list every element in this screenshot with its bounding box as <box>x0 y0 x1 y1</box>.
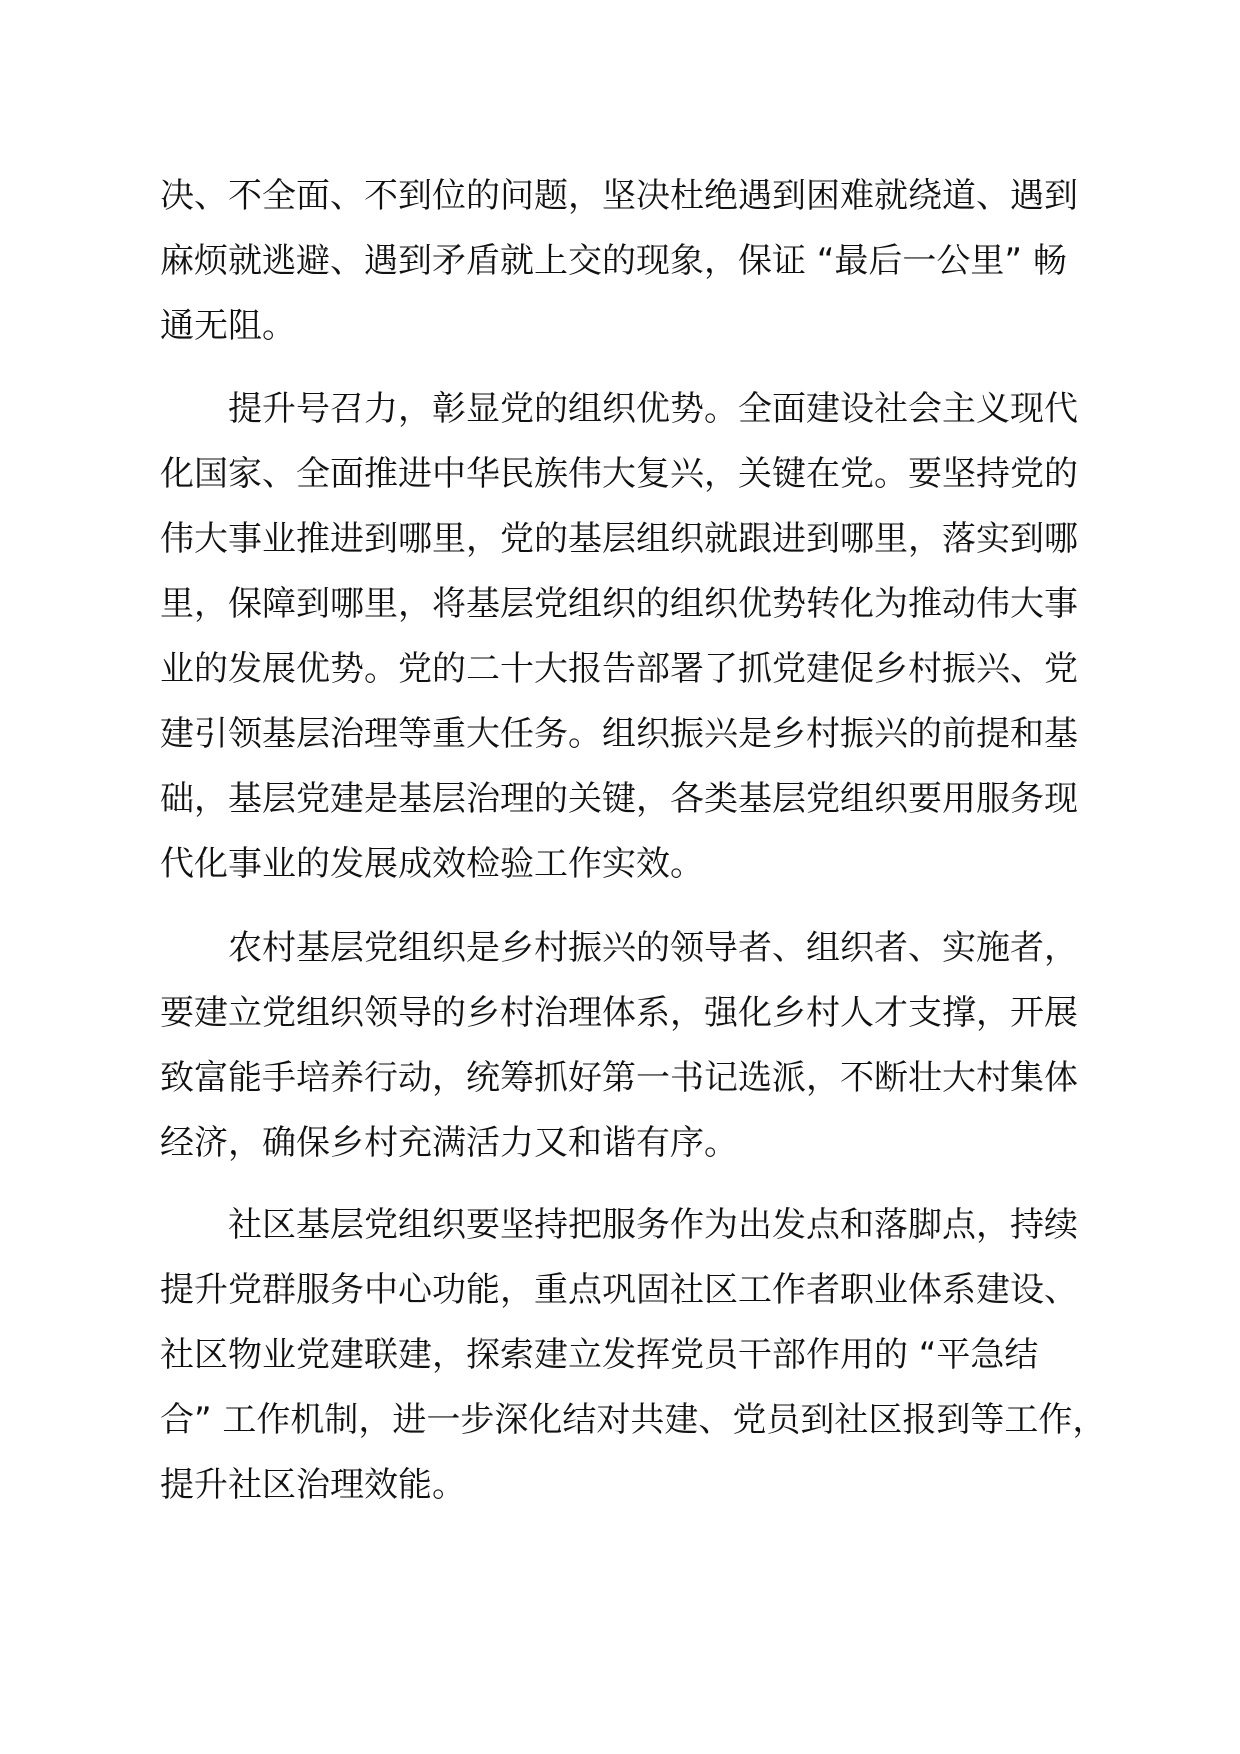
text-line: 业的发展优势。党的二十大报告部署了抓党建促乡村振兴、党 <box>160 649 1078 689</box>
text-line: 致富能手培养行动，统筹抓好第一书记选派，不断壮大村集体 <box>160 1058 1078 1098</box>
text-line: 通无阻。 <box>160 306 296 346</box>
text-line: 代化事业的发展成效检验工作实效。 <box>160 844 704 884</box>
text-line: 要建立党组织领导的乡村治理体系，强化乡村人才支撑，开展 <box>160 993 1078 1033</box>
text-line: 社区基层党组织要坚持把服务作为出发点和落脚点，持续 <box>228 1205 1078 1245</box>
text-line: 建引领基层治理等重大任务。组织振兴是乡村振兴的前提和基 <box>160 714 1078 754</box>
text-line: 里，保障到哪里，将基层党组织的组织优势转化为推动伟大事 <box>160 584 1078 624</box>
paragraph-rural-party-organizations <box>160 916 1120 1176</box>
paragraph-organizational-advantage <box>160 377 1120 897</box>
text-line: 麻烦就逃避、遇到矛盾就上交的现象，保证 “最后一公里” 畅 <box>160 241 1067 281</box>
text-line: 提升号召力，彰显党的组织优势。全面建设社会主义现代 <box>228 389 1078 429</box>
paragraph-continuation <box>160 164 1120 359</box>
text-line: 化国家、全面推进中华民族伟大复兴，关键在党。要坚持党的 <box>160 454 1078 494</box>
text-line: 决、不全面、不到位的问题，坚决杜绝遇到困难就绕道、遇到 <box>160 176 1078 216</box>
text-line: 提升社区治理效能。 <box>160 1465 466 1505</box>
text-line: 础，基层党建是基层治理的关键，各类基层党组织要用服务现 <box>160 779 1078 819</box>
text-line: 伟大事业推进到哪里，党的基层组织就跟进到哪里，落实到哪 <box>160 519 1078 559</box>
paragraph-community-party-organizations <box>160 1193 1120 1518</box>
text-line: 社区物业党建联建，探索建立发挥党员干部作用的 “平急结 <box>160 1335 1039 1375</box>
text-line: 合” 工作机制，进一步深化结对共建、党员到社区报到等工作， <box>160 1400 1107 1440</box>
text-line: 经济，确保乡村充满活力又和谐有序。 <box>160 1123 738 1163</box>
text-line: 农村基层党组织是乡村振兴的领导者、组织者、实施者， <box>228 928 1078 968</box>
text-line: 提升党群服务中心功能，重点巩固社区工作者职业体系建设、 <box>160 1270 1078 1310</box>
